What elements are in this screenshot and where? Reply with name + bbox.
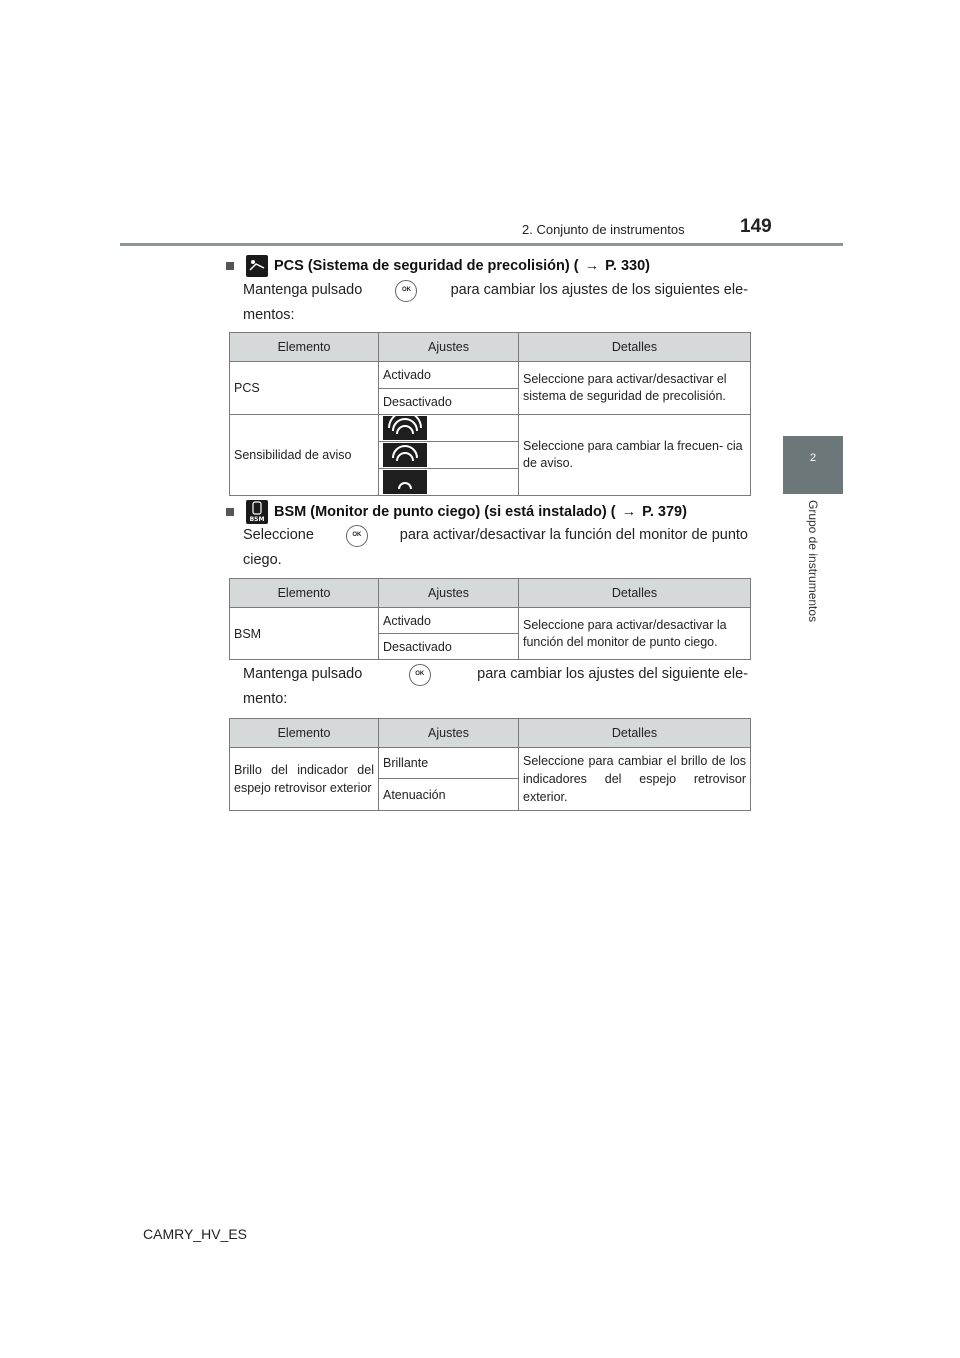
chapter-number: 2 xyxy=(809,452,817,464)
sensitivity-medium-icon xyxy=(383,443,427,467)
table-cell-detail: Seleccione para activar/desactivar la función del monitor de punto ciego. xyxy=(519,608,751,660)
table-cell-detail: Seleccione para cambiar la frecuen- cia de aviso. xyxy=(519,415,751,496)
table-cell-item: Brillo del indicador del espejo retrovisor exterior xyxy=(230,748,379,811)
table-cell-setting: Desactivado xyxy=(379,634,519,660)
bsm-heading: BSM BSM (Monitor de punto ciego) (si está instalado) ( → P. 379) xyxy=(226,500,687,524)
page-number: 149 xyxy=(740,216,772,237)
pcs-settings-table xyxy=(229,332,751,496)
col-header-detalles: Detalles xyxy=(519,719,751,748)
bullet-square-icon xyxy=(226,508,234,516)
sensitivity-low-icon xyxy=(383,470,427,494)
arrow-icon: → xyxy=(584,258,600,274)
bsm-icon-label: BSM xyxy=(249,516,265,523)
sensitivity-high-icon xyxy=(383,416,427,440)
table-cell-setting: Atenuación xyxy=(379,779,519,811)
chapter-label: Grupo de instrumentos xyxy=(806,500,820,623)
col-header-ajustes: Ajustes xyxy=(379,579,519,608)
header-rule xyxy=(120,243,843,246)
bsm-icon xyxy=(246,500,268,524)
table-cell-setting: Brillante xyxy=(379,748,519,779)
col-header-elemento: Elemento xyxy=(230,719,379,748)
pcs-icon xyxy=(246,255,268,277)
document-code: CAMRY_HV_ES xyxy=(143,1226,248,1242)
table-cell-item: Sensibilidad de aviso xyxy=(230,415,379,496)
table-cell-setting: Activado xyxy=(379,608,519,634)
bsm-hold-instruction: Mantenga pulsado OK para cambiar los ajustes del siguiente ele- mento: xyxy=(243,662,748,712)
ok-button-icon: OK xyxy=(346,525,368,547)
arrow-icon: → xyxy=(621,504,637,520)
bsm-instruction: Seleccione OK para activar/desactivar la función del monitor de punto ciego. xyxy=(243,523,748,573)
col-header-detalles: Detalles xyxy=(519,333,751,362)
table-cell-item: PCS xyxy=(230,362,379,415)
table-cell-setting xyxy=(379,415,519,442)
pcs-instruction: Mantenga pulsado OK para cambiar los ajustes de los siguientes ele- mentos: xyxy=(243,278,748,328)
bsm-settings-table xyxy=(229,578,751,660)
table-cell-item: BSM xyxy=(230,608,379,660)
ok-button-icon: OK xyxy=(395,280,417,302)
table-cell-detail: Seleccione para cambiar el brillo de los indicadores del espejo retrovisor exterior. xyxy=(519,748,751,811)
table-cell-detail: Seleccione para activar/desactivar el sistema de seguridad de precolisión. xyxy=(519,362,751,415)
col-header-detalles: Detalles xyxy=(519,579,751,608)
col-header-elemento: Elemento xyxy=(230,579,379,608)
table-cell-setting xyxy=(379,442,519,469)
table-cell-setting: Desactivado xyxy=(379,389,519,415)
brightness-settings-table xyxy=(229,718,751,811)
table-cell-setting xyxy=(379,469,519,496)
chapter-tab xyxy=(783,436,843,494)
col-header-ajustes: Ajustes xyxy=(379,719,519,748)
bullet-square-icon xyxy=(226,262,234,270)
table-cell-setting: Activado xyxy=(379,362,519,389)
section-title: 2. Conjunto de instrumentos xyxy=(522,222,685,237)
col-header-elemento: Elemento xyxy=(230,333,379,362)
ok-button-icon: OK xyxy=(409,664,431,686)
col-header-ajustes: Ajustes xyxy=(379,333,519,362)
pcs-heading: PCS (Sistema de seguridad de precolisión) ( → P. 330) xyxy=(226,255,650,277)
